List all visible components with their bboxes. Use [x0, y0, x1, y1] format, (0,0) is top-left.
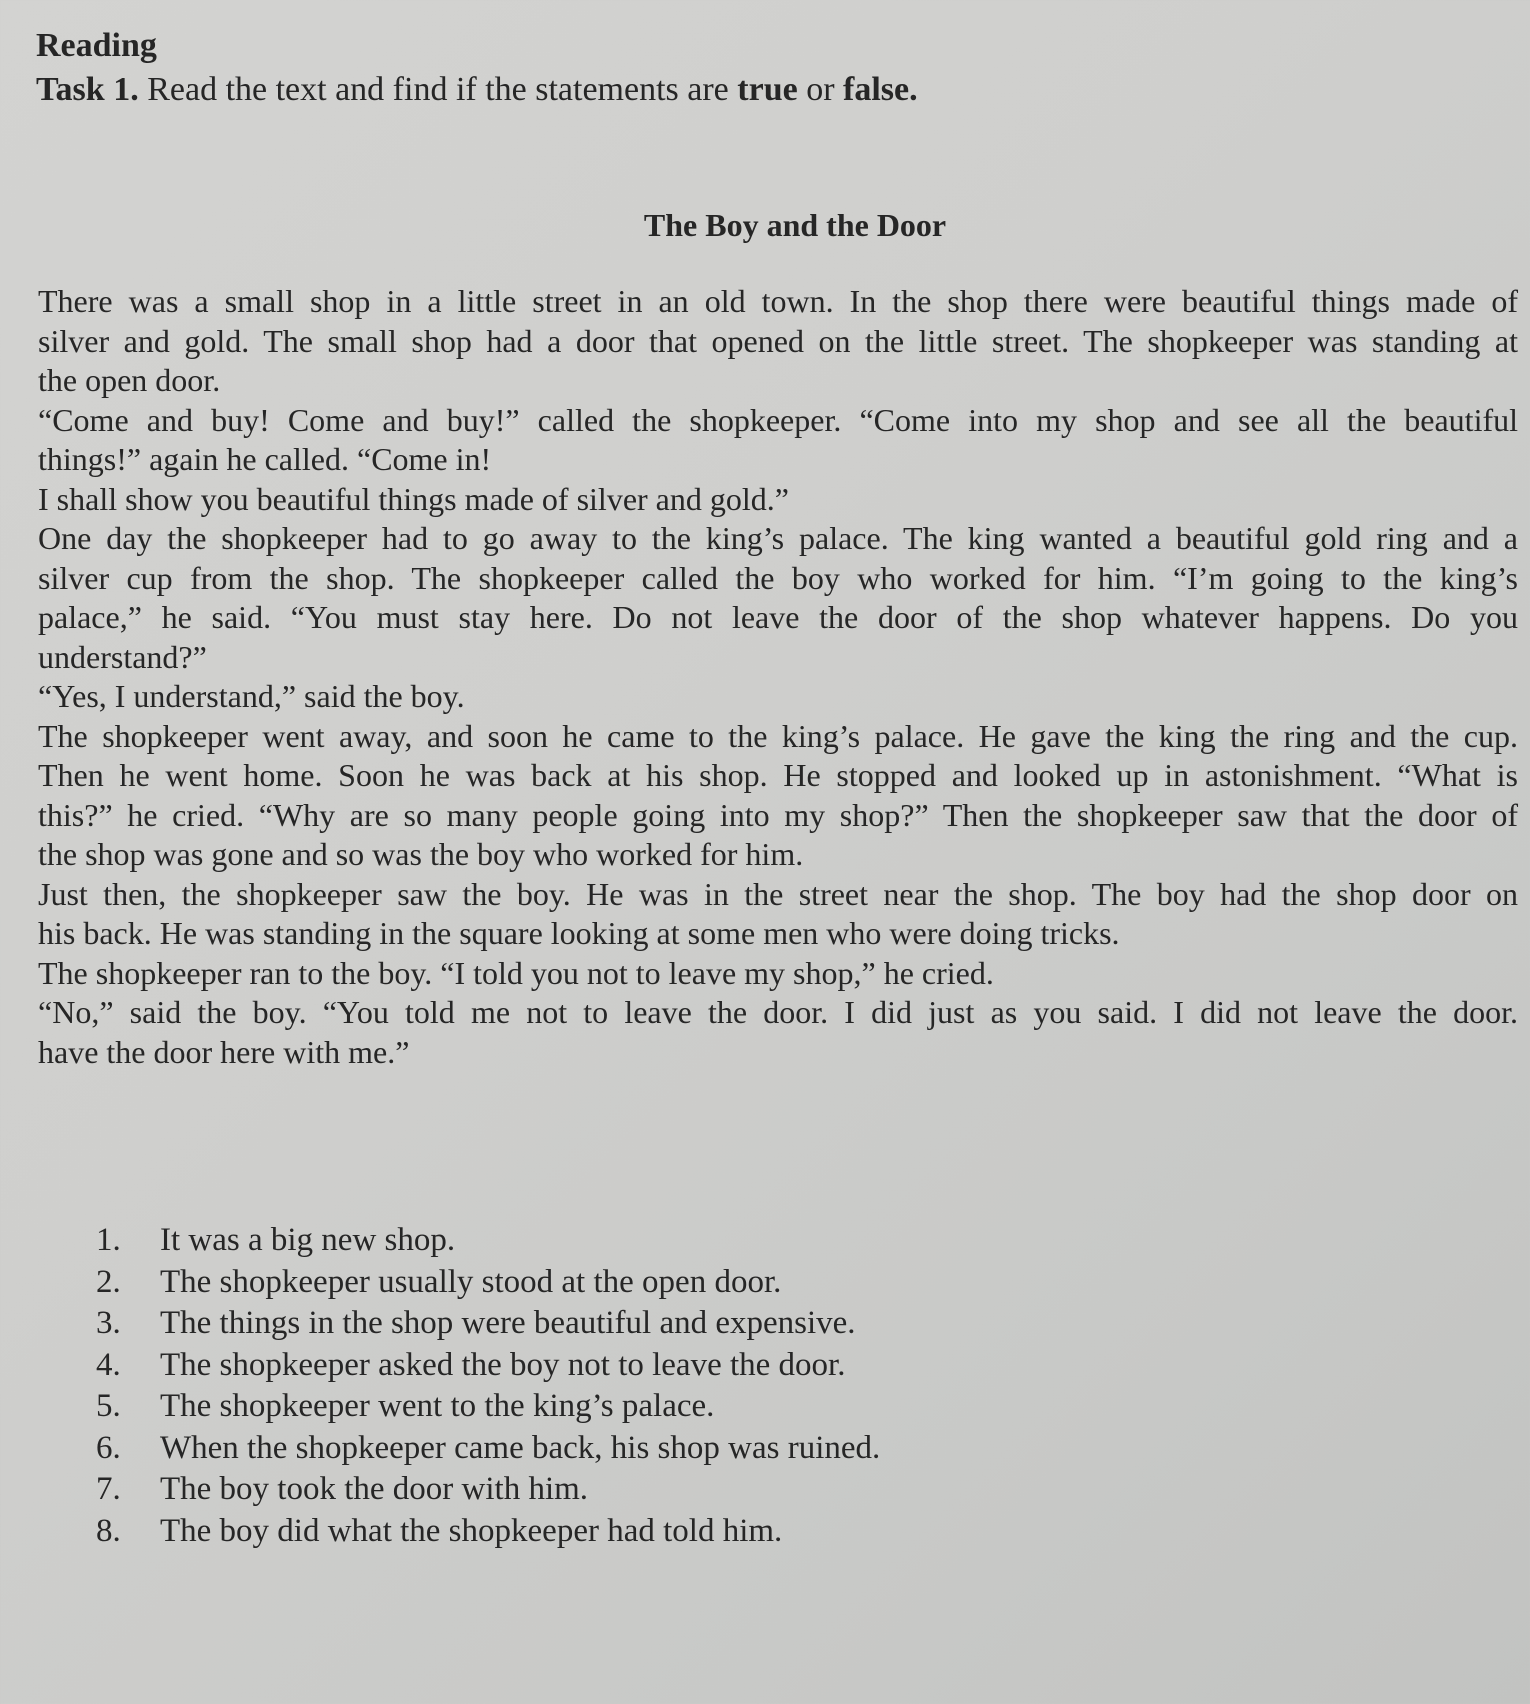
story-line: The shopkeeper went away, and soon he came to the king’s palace. He gave the king the ring and the cup.	[38, 717, 1518, 754]
section-heading: Reading	[36, 27, 157, 64]
story-line: “No,” said the boy. “You told me not to leave the door. I did just as you said. I did not leave the door.	[38, 994, 1518, 1030]
statement-text: The boy took the door with him.	[160, 1471, 589, 1507]
task-instruction	[36, 70, 918, 111]
story-line: “Come and buy! Come and buy!” called the shopkeeper. “Come into my shop and see all the beautiful	[38, 401, 1518, 438]
story-line: the shop was gone and so was the boy who worked for him.	[38, 836, 804, 872]
story-title: The Boy and the Door	[643, 207, 947, 243]
statement-number: 6.	[96, 1429, 121, 1466]
statement-number: 8.	[96, 1512, 121, 1549]
statement-item	[96, 1386, 880, 1428]
story-text	[38, 282, 1518, 1072]
story-line: One day the shopkeeper had to go away to the king’s palace. The king wanted a beautiful gold ring and a	[38, 520, 1518, 556]
story-line: understand?”	[38, 638, 207, 675]
statement-text: The shopkeeper asked the boy not to leave the door.	[160, 1346, 846, 1383]
statement-number: 5.	[96, 1388, 121, 1424]
story-line: “Yes, I understand,” said the boy.	[38, 678, 465, 714]
statement-item	[96, 1220, 880, 1262]
statement-number: 3.	[96, 1305, 121, 1341]
statement-item	[96, 1511, 880, 1553]
statement-item	[96, 1428, 880, 1470]
statement-text: The shopkeeper usually stood at the open door.	[160, 1263, 782, 1300]
statement-item	[96, 1262, 880, 1304]
statement-text: When the shopkeeper came back, his shop was ruined.	[160, 1429, 881, 1466]
statement-text: The things in the shop were beautiful and expensive.	[160, 1305, 856, 1341]
statement-item	[96, 1345, 880, 1387]
statement-list	[96, 1220, 880, 1552]
story-line: palace,” he said. “You must stay here. Do not leave the door of the shop whatever happens. Do you	[38, 599, 1518, 635]
task-word-true: true	[737, 71, 798, 108]
statement-number: 1.	[96, 1222, 121, 1258]
task-word-false: false.	[843, 71, 918, 108]
story-line: I shall show you beautiful things made of silver and gold.”	[38, 480, 789, 517]
statement-text: The shopkeeper went to the king’s palace.	[160, 1388, 715, 1424]
statement-item	[96, 1303, 880, 1345]
task-text: Read the text and find if the statements are	[138, 71, 738, 108]
task-label: Task 1.	[36, 71, 139, 108]
statement-text: It was a big new shop.	[160, 1222, 456, 1258]
story-line: Just then, the shopkeeper saw the boy. He was in the street near the shop. The boy had the shop door on	[38, 875, 1518, 912]
story-line: The shopkeeper ran to the boy. “I told you not to leave my shop,” he cried.	[38, 954, 994, 991]
story-line: the open door.	[38, 362, 221, 398]
story-line: There was a small shop in a little street in an old town. In the shop there were beautiful things made of	[38, 283, 1518, 319]
story-line: silver cup from the shop. The shopkeeper called the boy who worked for him. “I’m going to the king’s	[38, 559, 1518, 596]
story-line: Then he went home. Soon he was back at his shop. He stopped and looked up in astonishment. “What is	[38, 757, 1518, 793]
story-line: this?” he cried. “Why are so many people going into my shop?” Then the shopkeeper saw that the door of	[38, 796, 1518, 833]
statement-number: 7.	[96, 1471, 121, 1507]
story-line: his back. He was standing in the square looking at some men who were doing tricks.	[38, 915, 1120, 951]
statement-number: 4.	[96, 1346, 121, 1383]
statement-text: The boy did what the shopkeeper had told him.	[160, 1512, 783, 1549]
story-line: things!” again he called. “Come in!	[38, 441, 492, 477]
story-line: silver and gold. The small shop had a door that opened on the little street. The shopkeeper was standing at	[38, 322, 1518, 359]
statement-number: 2.	[96, 1263, 121, 1300]
story-line: have the door here with me.”	[38, 1033, 410, 1070]
statement-item	[96, 1469, 880, 1511]
task-text-or: or	[797, 71, 844, 108]
